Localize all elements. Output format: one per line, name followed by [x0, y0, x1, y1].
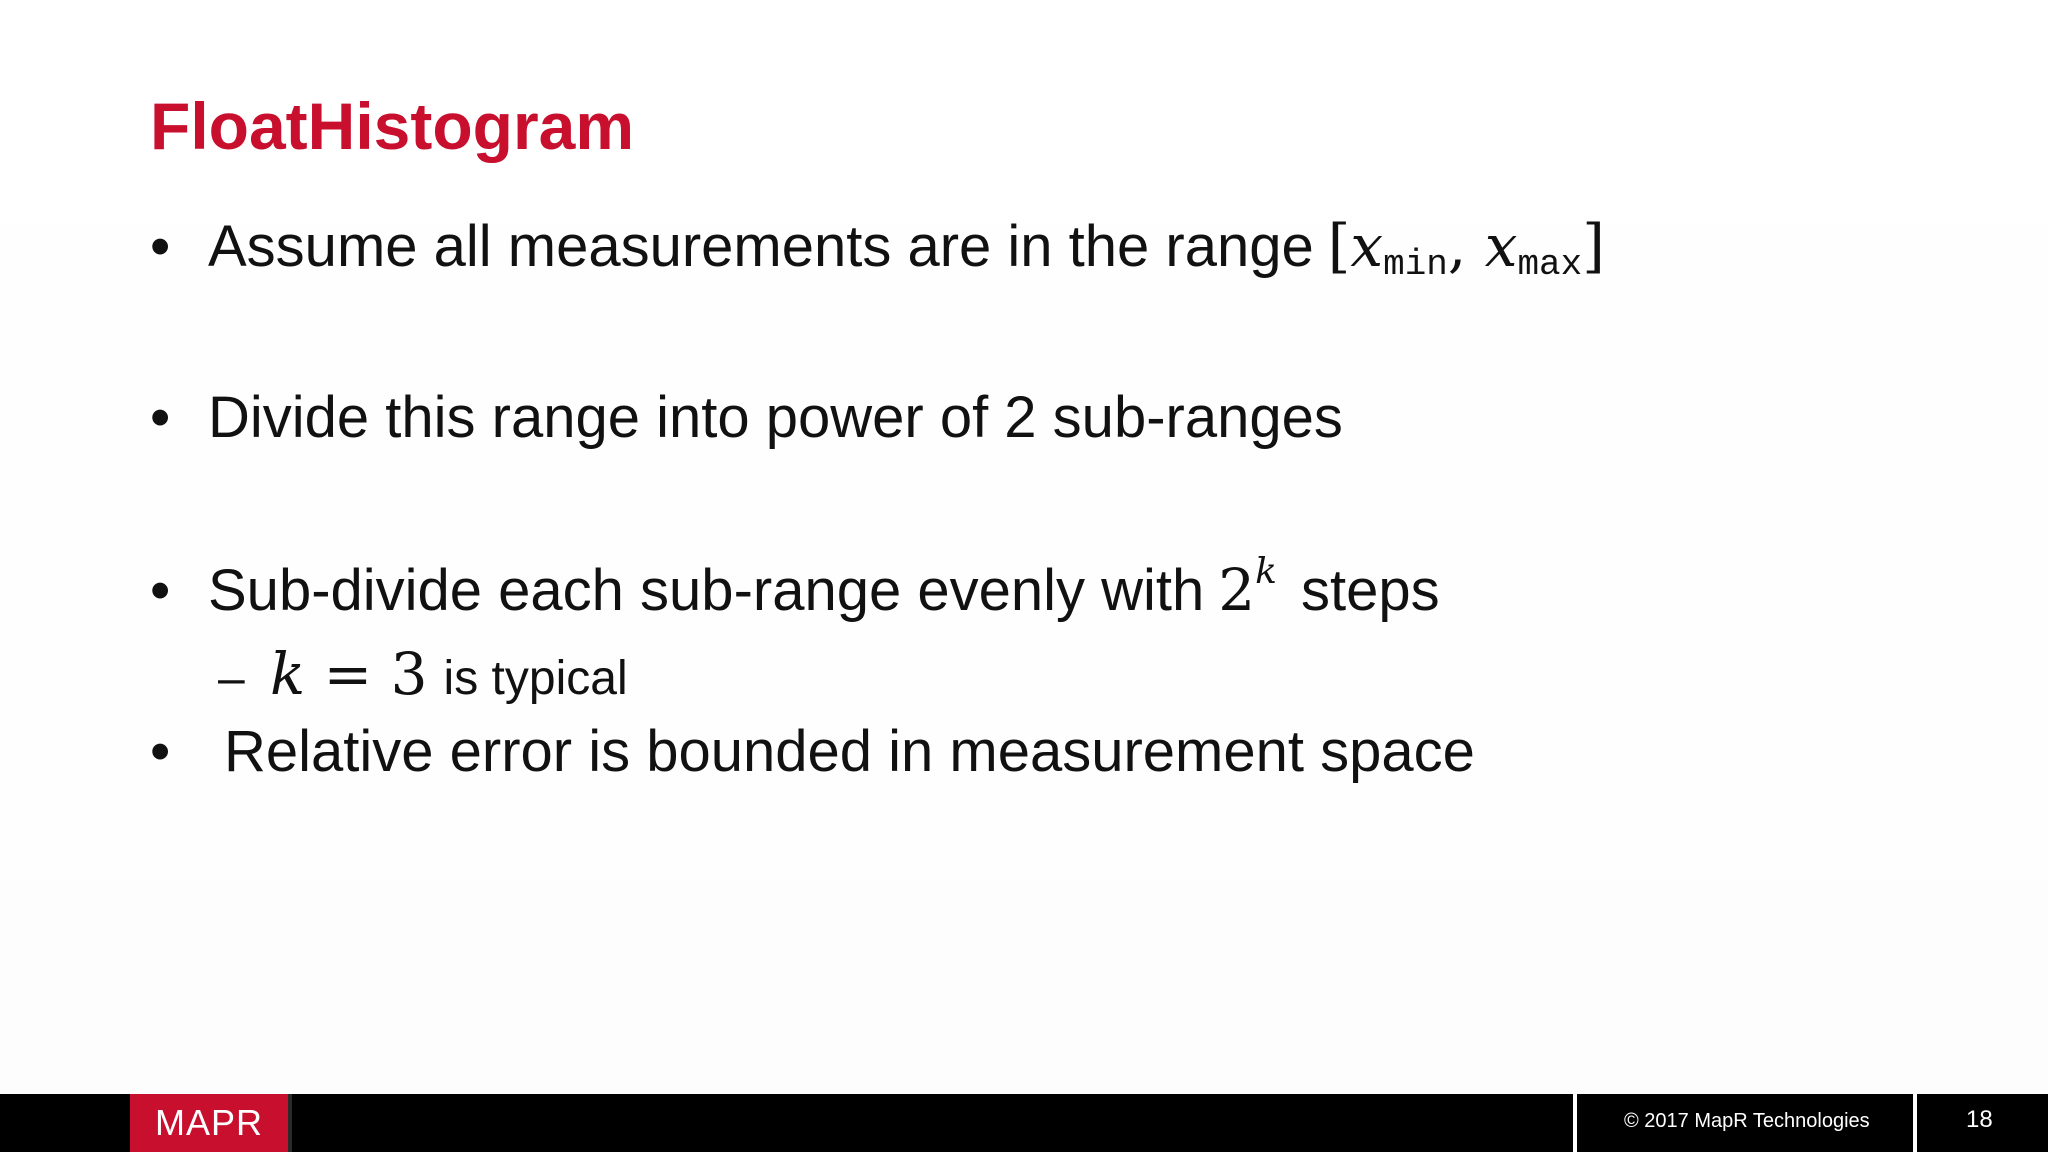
bullet-item-range — [150, 212, 1605, 285]
formula-x-max-var: x — [1484, 212, 1518, 280]
formula-comma: , — [1447, 212, 1467, 280]
bullet-marker: • — [150, 719, 171, 784]
footer-divider — [1573, 1094, 1577, 1152]
page-number: 18 — [1966, 1106, 1993, 1133]
formula-k-var: k — [270, 640, 306, 708]
bullet-marker: • — [150, 385, 171, 450]
formula-min-subscript: min — [1383, 243, 1448, 285]
bullet-text: Divide this range into power of 2 sub-ranges — [208, 385, 1343, 450]
formula-open-bracket: [ — [1327, 212, 1351, 280]
sub-bullet-text: is typical — [443, 652, 628, 705]
formula-exponent: k — [1255, 551, 1277, 593]
bullet-item-subdivide — [150, 551, 1440, 624]
footer-divider — [1913, 1094, 1917, 1152]
formula-x-min-var: x — [1350, 212, 1384, 280]
slide-title: FloatHistogram — [150, 89, 635, 163]
bullet-item-relative-error — [150, 718, 1475, 785]
bullet-marker: • — [150, 214, 171, 279]
bullet-text: Assume all measurements are in the range — [208, 214, 1314, 279]
sub-bullet-marker: – — [218, 652, 245, 705]
bullet-text-after: steps — [1300, 558, 1440, 623]
bullet-text: Sub-divide each sub-range evenly with — [208, 558, 1205, 623]
formula-max-subscript: max — [1517, 243, 1583, 285]
bullet-text: Relative error is bounded in measurement space — [224, 719, 1475, 784]
copyright-text: © 2017 MapR Technologies — [1624, 1110, 1870, 1132]
power-formula — [1218, 551, 1277, 624]
mapr-logo: MAPR — [130, 1094, 292, 1152]
formula-value: 3 — [390, 640, 428, 708]
formula-base: 2 — [1218, 556, 1256, 624]
bullet-item-divide — [150, 384, 1343, 451]
formula-close-bracket: ] — [1582, 212, 1605, 280]
k-formula — [270, 640, 428, 708]
sub-bullet-item — [218, 640, 628, 708]
formula-equals: = — [323, 640, 373, 708]
bullet-marker: • — [150, 558, 171, 623]
range-formula — [1328, 212, 1605, 285]
